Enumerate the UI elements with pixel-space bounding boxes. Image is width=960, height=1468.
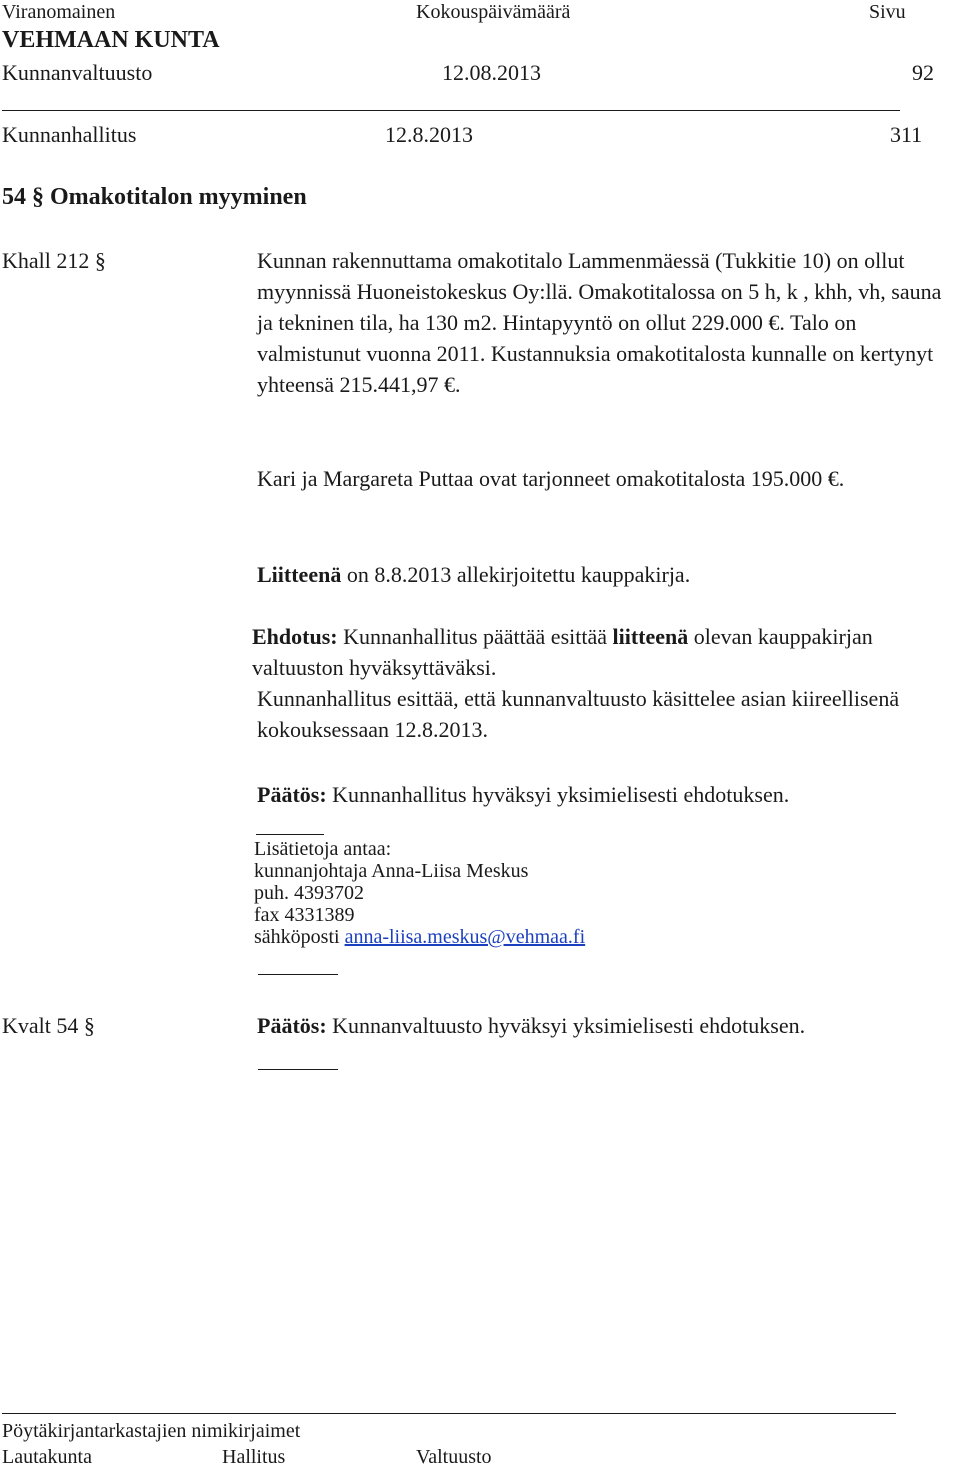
header-col-page: Sivu bbox=[869, 1, 906, 23]
header-col-meeting-date: Kokouspäivämäärä bbox=[416, 1, 571, 23]
proposal-urgency-text: Kunnanhallitus esittää, että kunnanvaltuusto käsittelee asian kiireellisenä kokouksessaan 12.8.2013. bbox=[257, 686, 900, 742]
footer-council: Valtuusto bbox=[416, 1446, 492, 1468]
header-rule bbox=[2, 110, 900, 111]
board-decision-label: Päätös: bbox=[257, 782, 327, 807]
khall-section-label: Khall 212 § bbox=[2, 248, 106, 273]
attachment-text: on 8.8.2013 allekirjoitettu kauppakirja. bbox=[341, 562, 691, 587]
kvalt-section-label: Kvalt 54 § bbox=[2, 1013, 95, 1038]
contact-email-label: sähköposti bbox=[254, 926, 345, 948]
item-title: 54 § Omakotitalon myyminen bbox=[2, 184, 307, 210]
footer-board: Hallitus bbox=[222, 1446, 286, 1468]
proposal-text-a: Kunnanhallitus päättää esittää bbox=[337, 624, 613, 649]
council-decision-label: Päätös: bbox=[257, 1013, 327, 1038]
proposal-paragraph bbox=[252, 621, 952, 683]
board-page: 311 bbox=[890, 122, 923, 147]
contact-intro: Lisätietoja antaa: bbox=[254, 838, 392, 860]
council-date: 12.08.2013 bbox=[442, 60, 541, 85]
footer-committee: Lautakunta bbox=[2, 1446, 92, 1468]
description-text: Kunnan rakennuttama omakotitalo Lammenmäessä (Tukkitie 10) on ollut myynnissä Huoneistokeskus Oy:llä. Omakotitalossa on 5 h, k , khh, vh, sauna ja tekninen tila, ha 130 m2. Hintapyyntö on ollut 229.000 €. Talo on valmistunut vuonna 2011. Kustannuksia omakotitalosta kunnalle on kertynyt yhteensä 215.441,97 €. bbox=[257, 248, 942, 397]
council-label: Kunnanvaltuusto bbox=[2, 60, 153, 85]
council-decision-paragraph bbox=[257, 1010, 957, 1041]
header-col-authority: Viranomainen bbox=[2, 1, 116, 23]
signature-initials-label: Pöytäkirjantarkastajien nimikirjaimet bbox=[2, 1420, 301, 1442]
contact-name: kunnanjohtaja Anna-Liisa Meskus bbox=[254, 860, 529, 882]
proposal-urgency-paragraph bbox=[257, 683, 957, 745]
contact-email-row bbox=[254, 926, 585, 948]
contact-phone: puh. 4393702 bbox=[254, 882, 364, 904]
council-decision-text: Kunnanvaltuusto hyväksyi yksimielisesti ehdotuksen. bbox=[326, 1013, 806, 1038]
contact-email-link[interactable]: anna-liisa.meskus@vehmaa.fi bbox=[344, 926, 586, 948]
contact-rule-top bbox=[256, 834, 324, 835]
proposal-attachment: liitteenä bbox=[612, 624, 689, 649]
footer-rule bbox=[2, 1413, 896, 1414]
contact-fax: fax 4331389 bbox=[254, 904, 355, 926]
board-date: 12.8.2013 bbox=[385, 122, 473, 147]
offer-paragraph bbox=[257, 463, 957, 494]
council-page: 92 bbox=[912, 60, 934, 85]
contact-rule-bottom bbox=[258, 974, 338, 975]
board-decision-text: Kunnanhallitus hyväksyi yksimielisesti ehdotuksen. bbox=[326, 782, 790, 807]
description-paragraph bbox=[257, 245, 957, 400]
organization-name: VEHMAAN KUNTA bbox=[2, 27, 220, 53]
proposal-text-b: olevan kauppakirjan valtuuston hyväksyttäväksi. bbox=[252, 624, 873, 680]
attachment-paragraph bbox=[257, 559, 957, 590]
board-label: Kunnanhallitus bbox=[2, 122, 137, 147]
offer-text: Kari ja Margareta Puttaa ovat tarjonneet omakotitalosta 195.000 €. bbox=[257, 466, 845, 491]
proposal-label: Ehdotus: bbox=[252, 624, 338, 649]
attachment-label: Liitteenä bbox=[257, 562, 342, 587]
council-decision-rule bbox=[258, 1069, 338, 1070]
board-decision-paragraph bbox=[257, 779, 957, 810]
